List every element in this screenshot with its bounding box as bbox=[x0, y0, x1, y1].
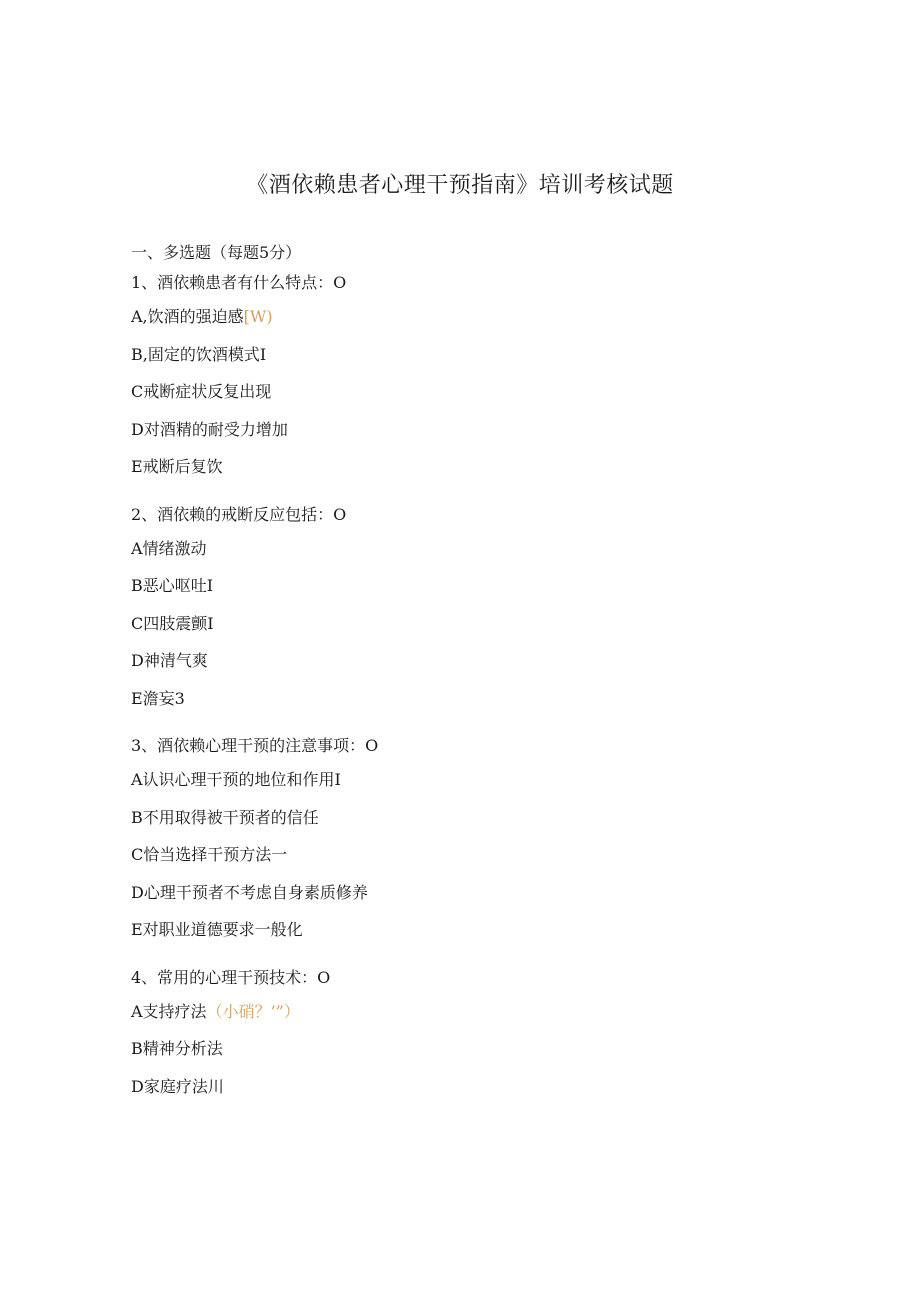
option-c bbox=[131, 605, 831, 643]
option-text: D对酒精的耐受力增加 bbox=[131, 419, 288, 439]
section-heading: 一、多选题（每题5分） bbox=[131, 243, 302, 262]
option-b bbox=[131, 567, 831, 605]
handwritten-note: [W) bbox=[243, 307, 273, 326]
option-a bbox=[131, 530, 831, 568]
option-text: C戒断症状反复出现 bbox=[131, 382, 272, 401]
option-text: B,固定的饮酒模式I bbox=[131, 344, 267, 364]
option-e bbox=[131, 680, 831, 718]
question-stem: 1、酒依赖患者有什么特点：O bbox=[131, 273, 347, 292]
option-d bbox=[131, 1068, 831, 1106]
document-title: 《酒依赖患者心理干预指南》培训考核试题 bbox=[246, 173, 674, 198]
option-text: E对职业道德要求一般化 bbox=[131, 920, 303, 939]
handwritten-note: （小硝？’”） bbox=[206, 1001, 300, 1021]
option-text: A情绪激动 bbox=[131, 538, 207, 558]
option-a bbox=[131, 298, 831, 336]
option-text: C四肢震颤I bbox=[131, 613, 214, 633]
exam-content bbox=[131, 238, 831, 1105]
question-stem: 2、酒依赖的戒断反应包括：O bbox=[131, 504, 347, 524]
option-text: D家庭疗法川 bbox=[131, 1076, 224, 1096]
question-3 bbox=[131, 731, 831, 949]
option-a bbox=[131, 993, 831, 1031]
question-4 bbox=[131, 963, 831, 1106]
question-1 bbox=[131, 268, 831, 486]
option-d bbox=[131, 411, 831, 449]
option-e bbox=[131, 911, 831, 949]
option-text: C恰当选择干预方法一 bbox=[131, 845, 288, 864]
option-text: A认识心理干预的地位和作用I bbox=[131, 770, 341, 789]
option-text: D神清气爽 bbox=[131, 651, 208, 670]
option-d bbox=[131, 874, 831, 912]
option-d bbox=[131, 642, 831, 680]
option-c bbox=[131, 373, 831, 411]
option-text: B恶心呕吐I bbox=[131, 576, 214, 595]
option-text: D心理干预者不考虑自身素质修养 bbox=[131, 882, 368, 902]
question-stem: 4、常用的心理干预技术：O bbox=[131, 967, 331, 987]
option-text: A,饮酒的强迫感 bbox=[131, 307, 244, 326]
option-text: E戒断后复饮 bbox=[131, 457, 223, 476]
option-b bbox=[131, 1030, 831, 1068]
option-b bbox=[131, 799, 831, 837]
option-c bbox=[131, 836, 831, 874]
option-a bbox=[131, 761, 831, 799]
option-text: B精神分析法 bbox=[131, 1039, 223, 1058]
option-e bbox=[131, 448, 831, 486]
question-stem: 3、酒依赖心理干预的注意事项：O bbox=[131, 736, 379, 755]
option-text: A支持疗法 bbox=[131, 1001, 207, 1021]
option-b bbox=[131, 336, 831, 374]
option-text: E澹妄3 bbox=[131, 688, 185, 708]
option-text: B不用取得被干预者的信任 bbox=[131, 807, 319, 827]
question-2 bbox=[131, 500, 831, 718]
